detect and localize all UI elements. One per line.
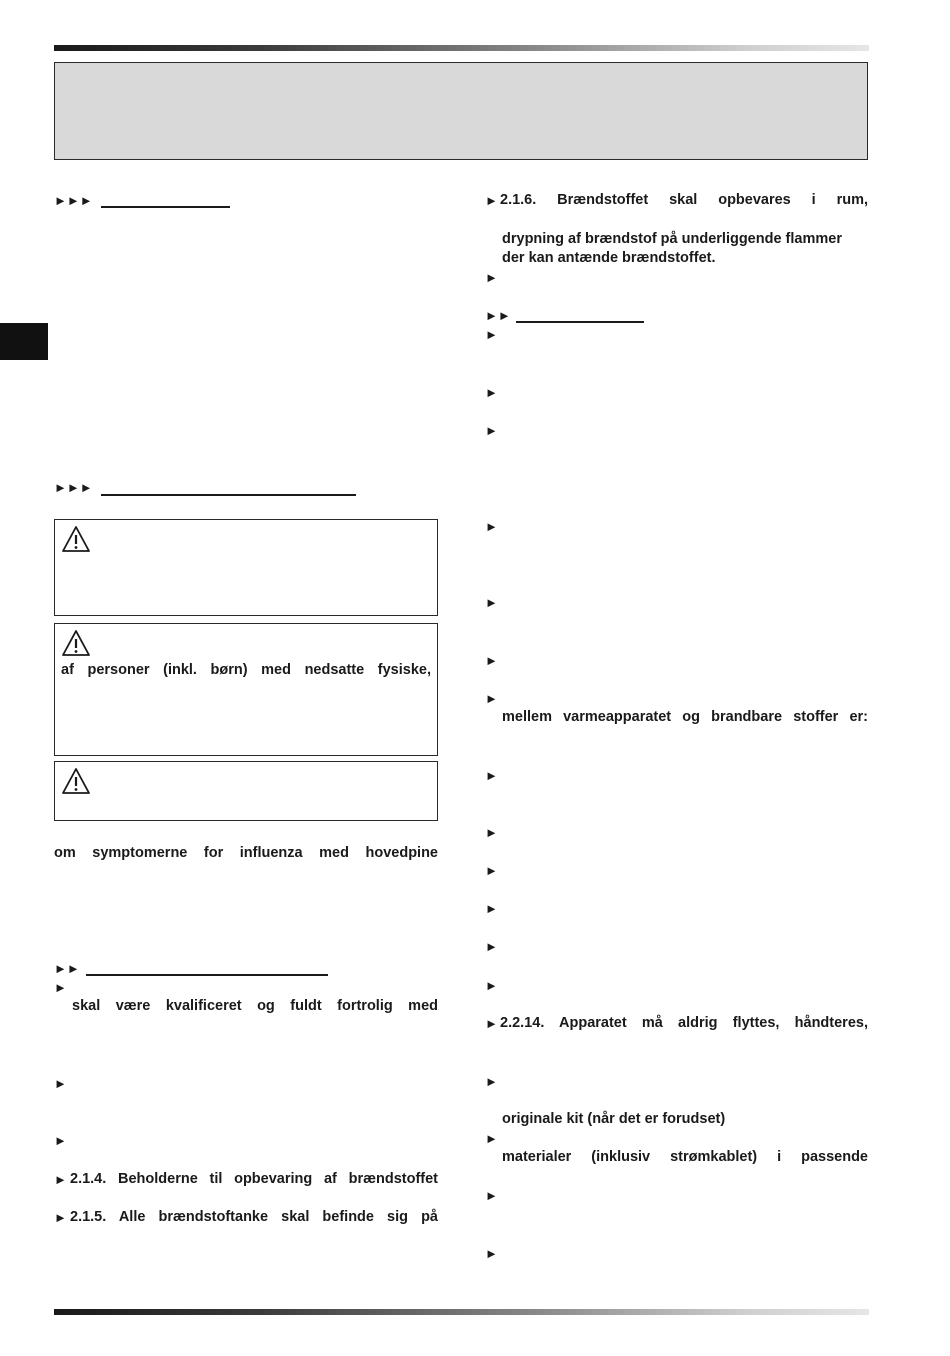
list-item-2-1-5: 2.1.5. Alle brændstoftanke skal befinde sig på (70, 1209, 438, 1225)
heading-underline (516, 321, 644, 323)
bullet-marker: ► (485, 423, 498, 438)
list-item-text: skal være kvalificeret og fuldt fortrolig med (72, 998, 438, 1014)
heading-underline (101, 206, 230, 208)
bullet-marker: ► (485, 653, 498, 668)
warning-triangle-icon (61, 767, 91, 795)
list-item-text: originale kit (når det er forudset) (502, 1111, 726, 1127)
bullet-marker: ► (54, 1133, 67, 1148)
bullet-marker: ► (485, 327, 498, 342)
body-text-line: om symptomerne for influenza med hovedpine (54, 845, 438, 861)
bullet-marker: ► (485, 1188, 498, 1203)
heading-underline (101, 494, 356, 496)
bullet-marker: ► (485, 270, 498, 285)
header-banner (54, 62, 868, 160)
list-item-text: drypning af brændstof på underliggende flammer (502, 231, 842, 247)
heading-marker: ►► (485, 308, 511, 323)
warning-box (54, 761, 438, 821)
list-item-text: der kan antænde brændstoffet. (502, 250, 716, 266)
bullet-marker: ► (54, 980, 67, 995)
bullet-marker: ► (485, 691, 498, 706)
bullet-marker: ► (54, 1076, 67, 1091)
bullet-marker: ► (485, 939, 498, 954)
bullet-marker: ► (54, 1210, 67, 1225)
bullet-marker: ► (485, 978, 498, 993)
bullet-marker: ► (485, 519, 498, 534)
bullet-marker: ► (485, 193, 498, 208)
warning-triangle-icon (61, 525, 91, 553)
bullet-marker: ► (485, 768, 498, 783)
warning-text: af personer (inkl. børn) med nedsatte fysiske, (61, 662, 431, 678)
bullet-marker: ► (485, 1016, 498, 1031)
bullet-marker: ► (485, 595, 498, 610)
heading-marker: ►►► (54, 480, 93, 495)
top-rule (54, 45, 869, 51)
bottom-rule (54, 1309, 869, 1315)
bullet-marker: ► (485, 825, 498, 840)
list-item-2-2-14: 2.2.14. Apparatet må aldrig flyttes, håndteres, (500, 1015, 868, 1031)
warning-box (54, 623, 438, 756)
bullet-marker: ► (485, 863, 498, 878)
list-item-2-1-4: 2.1.4. Beholderne til opbevaring af brændstoffet (70, 1171, 438, 1187)
bullet-marker: ► (485, 1131, 498, 1146)
heading-marker: ►► (54, 961, 80, 976)
section-tab-marker (0, 323, 48, 360)
bullet-marker: ► (54, 1172, 67, 1187)
heading-underline (86, 974, 328, 976)
warning-triangle-icon (61, 629, 91, 657)
bullet-marker: ► (485, 1246, 498, 1261)
list-item-text: materialer (inklusiv strømkablet) i passende (502, 1149, 868, 1165)
bullet-marker: ► (485, 1074, 498, 1089)
list-item-text: mellem varmeapparatet og brandbare stoffer er: (502, 709, 868, 725)
list-item-2-1-6: 2.1.6. Brændstoffet skal opbevares i rum, (500, 192, 868, 208)
bullet-marker: ► (485, 901, 498, 916)
warning-box (54, 519, 438, 616)
heading-marker: ►►► (54, 193, 93, 208)
bullet-marker: ► (485, 385, 498, 400)
